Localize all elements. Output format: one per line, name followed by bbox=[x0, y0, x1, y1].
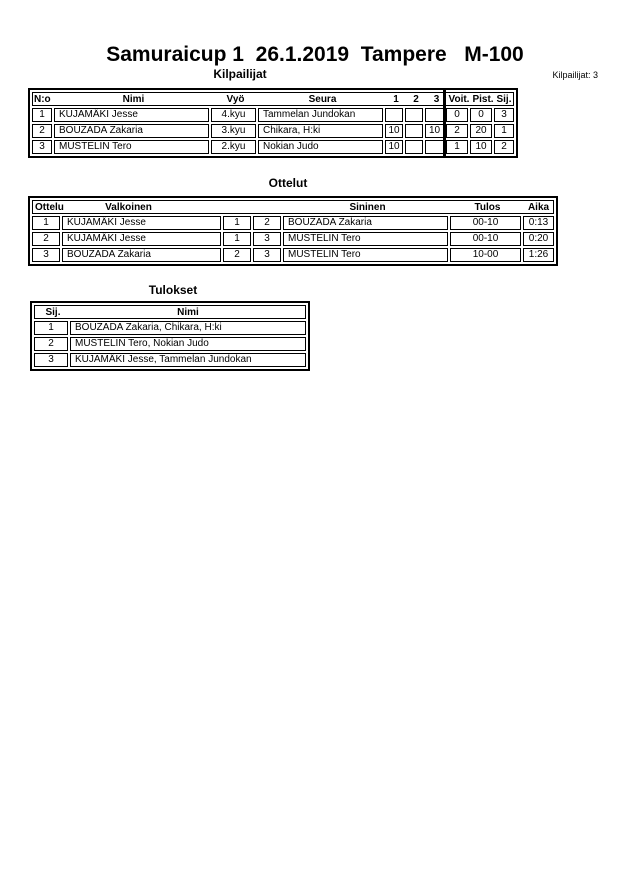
cell: KUJAMÄKI Jesse bbox=[62, 232, 221, 246]
cell: 2 bbox=[446, 124, 468, 138]
cell: BOUZADA Zakaria bbox=[283, 216, 448, 230]
cell: 1 bbox=[223, 232, 251, 246]
column-header-voit: Voit. bbox=[448, 93, 470, 105]
cell: BOUZADA Zakaria, Chikara, H:ki bbox=[70, 321, 306, 335]
cell: 2 bbox=[32, 232, 60, 246]
cell: 2 bbox=[32, 124, 52, 138]
cell: 10 bbox=[385, 124, 403, 138]
cell: 3 bbox=[32, 248, 60, 262]
column-header-tulos: Tulos bbox=[474, 201, 501, 213]
kilpailijat-table bbox=[28, 88, 518, 158]
cell bbox=[385, 108, 403, 122]
column-header-seura: Seura bbox=[308, 93, 337, 105]
column-header-vyo: Vyö bbox=[226, 93, 245, 105]
cell: BOUZADA Zakaria bbox=[54, 124, 209, 138]
section-title-ottelut: Ottelut bbox=[268, 176, 308, 190]
column-header-no: N:o bbox=[34, 93, 51, 105]
cell: 3 bbox=[253, 248, 281, 262]
cell: MUSTELIN Tero bbox=[283, 248, 448, 262]
cell: 1 bbox=[223, 216, 251, 230]
ottelut-table bbox=[28, 196, 558, 266]
cell: 4.kyu bbox=[211, 108, 256, 122]
cell: 1 bbox=[494, 124, 514, 138]
cell: 3 bbox=[253, 232, 281, 246]
cell bbox=[405, 108, 423, 122]
section-title-kilpailijat: Kilpailijat bbox=[213, 67, 267, 81]
table-row bbox=[32, 248, 554, 262]
column-header-nimi: Nimi bbox=[177, 306, 199, 318]
competitors-count: Kilpailijat: 3 bbox=[552, 70, 598, 80]
cell: Tammelan Jundokan bbox=[258, 108, 383, 122]
column-header-nimi: Nimi bbox=[122, 93, 145, 105]
cell bbox=[425, 108, 444, 122]
cell: 1:26 bbox=[523, 248, 554, 262]
cell: 0 bbox=[470, 108, 492, 122]
cell: MUSTELIN Tero, Nokian Judo bbox=[70, 337, 306, 351]
table-header bbox=[32, 92, 514, 106]
cell bbox=[405, 124, 423, 138]
cell: 2.kyu bbox=[211, 140, 256, 154]
cell: KUJAMÄKI Jesse, Tammelan Jundokan bbox=[70, 353, 306, 367]
column-header-round1: 1 bbox=[393, 93, 399, 105]
section-title-tulokset: Tulokset bbox=[148, 283, 198, 297]
cell: 1 bbox=[32, 108, 52, 122]
cell: 3 bbox=[34, 353, 68, 367]
table-header bbox=[32, 200, 554, 214]
column-header-valkoinen: Valkoinen bbox=[105, 201, 152, 213]
table-row bbox=[32, 124, 514, 138]
column-header-round3: 3 bbox=[433, 93, 440, 105]
cell: 2 bbox=[494, 140, 514, 154]
cell bbox=[405, 140, 423, 154]
table-row bbox=[32, 140, 514, 154]
cell: 0 bbox=[446, 108, 468, 122]
cell: BOUZADA Zakaria bbox=[62, 248, 221, 262]
cell: 0:20 bbox=[523, 232, 554, 246]
cell: MUSTELIN Tero bbox=[54, 140, 209, 154]
cell: 10 bbox=[425, 124, 444, 138]
cell: Nokian Judo bbox=[258, 140, 383, 154]
cell: MUSTELIN Tero bbox=[283, 232, 448, 246]
table-body bbox=[32, 216, 554, 262]
cell: 3 bbox=[494, 108, 514, 122]
page-title: Samuraicup 1 26.1.2019 Tampere M-100 bbox=[106, 43, 524, 66]
column-header-ottelu: Ottelu bbox=[35, 202, 64, 213]
cell: 20 bbox=[470, 124, 492, 138]
cell: 2 bbox=[223, 248, 251, 262]
cell: 00-10 bbox=[450, 216, 521, 230]
cell: 1 bbox=[34, 321, 68, 335]
cell: 10 bbox=[470, 140, 492, 154]
cell: 00-10 bbox=[450, 232, 521, 246]
table-row bbox=[34, 353, 306, 367]
column-header-sininen: Sininen bbox=[349, 201, 386, 213]
cell: 3 bbox=[32, 140, 52, 154]
cell: 2 bbox=[34, 337, 68, 351]
column-header-sij: Sij. bbox=[45, 306, 61, 318]
cell: KUJAMÄKI Jesse bbox=[54, 108, 209, 122]
cell: 2 bbox=[253, 216, 281, 230]
column-header-round2: 2 bbox=[413, 93, 419, 105]
table-header bbox=[34, 305, 306, 319]
cell: 0:13 bbox=[523, 216, 554, 230]
table-row bbox=[32, 216, 554, 230]
table-row bbox=[32, 108, 514, 122]
cell: 1 bbox=[446, 140, 468, 154]
column-header-pist: Pist. bbox=[472, 93, 494, 105]
table-body bbox=[32, 108, 514, 154]
column-header-sij: Sij. bbox=[496, 93, 512, 105]
cell: 10-00 bbox=[450, 248, 521, 262]
cell: 1 bbox=[32, 216, 60, 230]
cell: KUJAMÄKI Jesse bbox=[62, 216, 221, 230]
table-body bbox=[34, 321, 306, 367]
cell: 3.kyu bbox=[211, 124, 256, 138]
table-row bbox=[32, 232, 554, 246]
table-row bbox=[34, 337, 306, 351]
cell: Chikara, H:ki bbox=[258, 124, 383, 138]
cell bbox=[425, 140, 444, 154]
table-row bbox=[34, 321, 306, 335]
column-header-aika: Aika bbox=[527, 201, 550, 213]
tulokset-table bbox=[30, 301, 310, 371]
cell: 10 bbox=[385, 140, 403, 154]
